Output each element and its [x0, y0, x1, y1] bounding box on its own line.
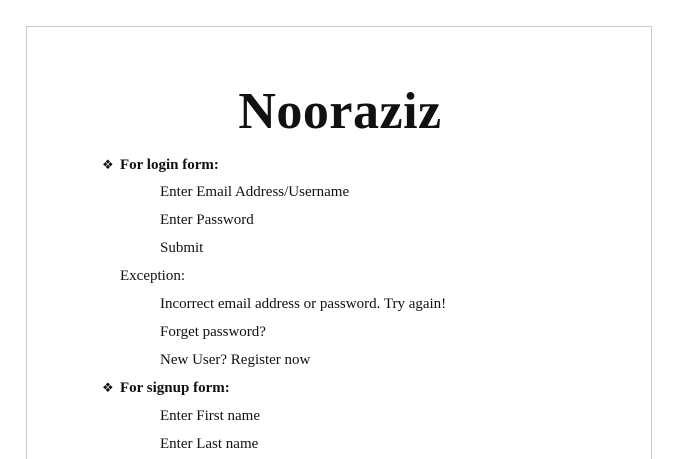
signup-item: Enter First name: [160, 408, 260, 424]
signup-item: Enter Last name: [160, 436, 259, 452]
login-item: Enter Email Address/Username: [160, 184, 350, 200]
exception-item: Forget password?: [160, 324, 266, 340]
exception-label: Exception:: [120, 268, 185, 284]
signup-form-heading-text: For signup form:: [120, 380, 230, 396]
login-item: Enter Password: [160, 212, 254, 228]
diamond-bullet-icon: ❖: [102, 380, 114, 395]
login-form-heading-text: For login form:: [120, 157, 219, 173]
exception-item: Incorrect email address or password. Try again!: [160, 296, 447, 312]
diamond-bullet-icon: ❖: [102, 157, 114, 172]
login-item: Submit: [160, 240, 204, 256]
login-form-heading: [102, 156, 219, 174]
document-title: Nooraziz: [238, 83, 442, 140]
exception-item: New User? Register now: [160, 352, 311, 368]
signup-form-heading: [102, 379, 230, 397]
